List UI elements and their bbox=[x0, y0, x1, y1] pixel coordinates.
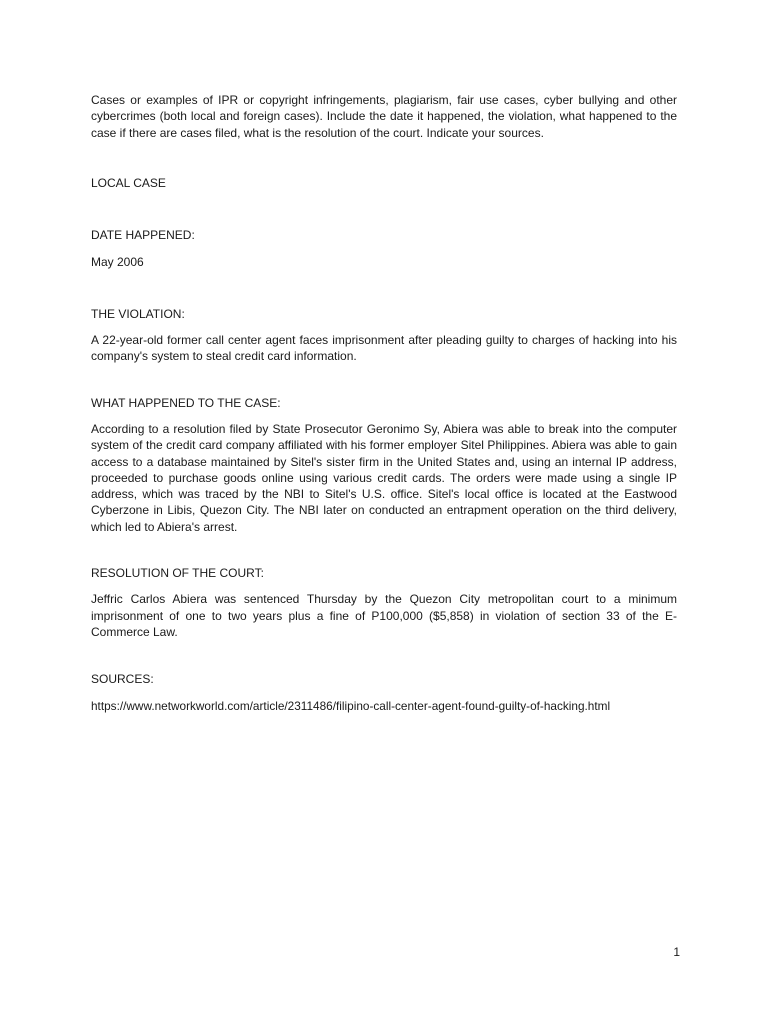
date-heading: DATE HAPPENED: bbox=[91, 228, 195, 243]
violation-heading: THE VIOLATION: bbox=[91, 306, 185, 321]
sources-heading: SOURCES: bbox=[91, 672, 154, 687]
case-text: According to a resolution filed by State Prosecutor Geronimo Sy, Abiera was able to break into the computer system of the credit card company affiliated with his former employer Sitel Philippines. Abiera was able to gain access to a database maintained by Sitel's sister firm in the United States and, using an internal IP address, proceeded to purchase goods online using various credit cards. The orders were made using a single IP address, which was traced by the NBI to Sitel's U.S. office. Sitel's local office is located at the Eastwood Cyberzone in Libis, Quezon City. The NBI later on conducted an entrapment operation on the third delivery, which led to Abiera's arrest. bbox=[91, 421, 677, 534]
violation-text: A 22-year-old former call center agent faces imprisonment after pleading guilty to charges of hacking into his company's system to steal credit card information. bbox=[91, 333, 677, 364]
date-value: May 2006 bbox=[91, 255, 144, 270]
document-body bbox=[91, 92, 677, 714]
page-number: 1 bbox=[673, 945, 680, 959]
source-link[interactable]: https://www.networkworld.com/article/2311486/filipino-call-center-agent-found-guilty-of-hacking.html bbox=[91, 698, 611, 713]
resolution-heading: RESOLUTION OF THE COURT: bbox=[91, 566, 264, 581]
intro-paragraph: Cases or examples of IPR or copyright infringements, plagiarism, fair use cases, cyber bullying and other cybercrimes (both local and foreign cases). Include the date it happened, the violation, what happened to the case if there are cases filed, what is the resolution of the court. Indicate your sources. bbox=[91, 93, 677, 140]
resolution-text: Jeffric Carlos Abiera was sentenced Thursday by the Quezon City metropolitan court to a minimum imprisonment of one to two years plus a fine of P100,000 ($5,858) in violation of section 33 of the E-Commerce Law. bbox=[91, 592, 677, 639]
case-type-heading: LOCAL CASE bbox=[91, 175, 166, 190]
case-heading: WHAT HAPPENED TO THE CASE: bbox=[91, 395, 281, 410]
